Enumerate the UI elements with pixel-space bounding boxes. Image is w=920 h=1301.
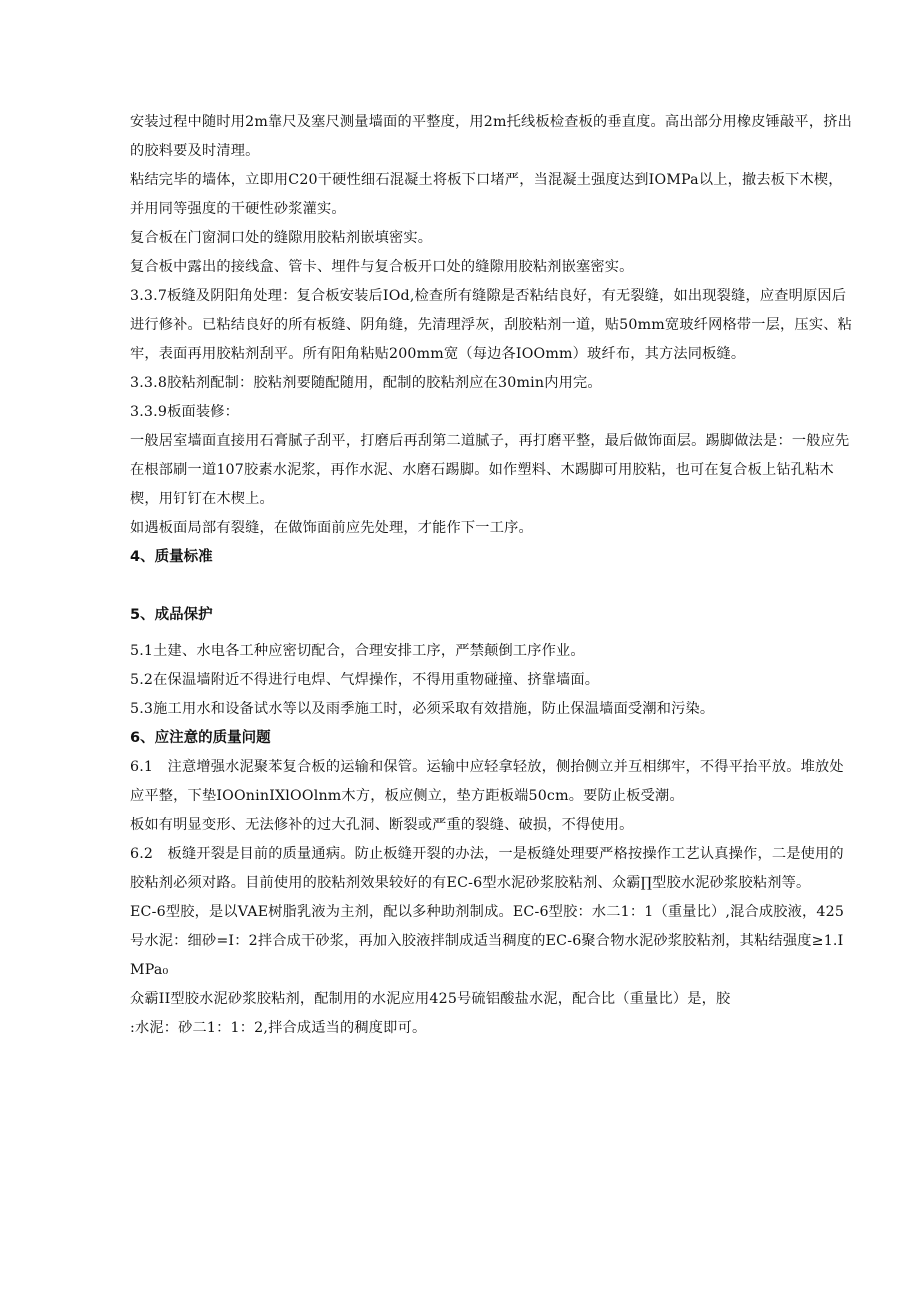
paragraph-3-3-8: 3.3.8胶粘剂配制：胶粘剂要随配随用，配制的胶粘剂应在30min内用完。 xyxy=(130,375,602,391)
paragraph-bonding-complete: 粘结完毕的墙体，立即用C20干硬性细石混凝土将板下口堵严，当混凝土强度达到IOMPa以上，撤去板下木楔，并用同等强度的干硬性砂浆灌实。 xyxy=(130,172,843,217)
paragraph-5-2: 5.2在保温墙附近不得进行电焊、气焊操作，不得用重物碰撞、挤靠墙面。 xyxy=(130,672,600,688)
paragraph-6-1: 6.1 注意增强水泥聚苯复合板的运输和保管。运输中应轻拿轻放，侧抬侧立并互相绑牢，不得平抬平放。堆放处应平整，下垫IOOninIXlOOlnm木方，板应侧立，垫方距板端50cm。要防止板受潮。 xyxy=(130,759,844,804)
paragraph-installation-check: 安装过程中随时用2m靠尺及塞尺测量墙面的平整度，用2m托线板检查板的垂直度。高出部分用橡皮锤敲平，挤出的胶料要及时清理。 xyxy=(130,114,852,159)
paragraph-6-2: 6.2 板缝开裂是目前的质量通病。防止板缝开裂的办法，一是板缝处理要严格按操作工艺认真操作，二是使用的胶粘剂必须对路。目前使用的胶粘剂效果较好的有EC-6型水泥砂浆胶粘剂、众霸∏型胶水泥砂浆胶粘剂等。 xyxy=(130,846,844,891)
paragraph-3-3-9: 3.3.9板面装修： xyxy=(130,404,240,420)
paragraph-ec6-glue: EC-6型胶，是以VAE树脂乳液为主剂，配以多种助剂制成。EC-6型胶：水二1：1（重量比）,混合成胶液，425号水泥：细砂=I：2拌合成干砂浆，再加入胶液拌制成适当稠度的EC-6聚合物水泥砂浆胶粘剂，其粘结强度≥1.IMPa₀ xyxy=(130,904,845,978)
paragraph-junction-box-gaps: 复合板中露出的接线盒、管卡、埋件与复合板开口处的缝隙用胶粘剂嵌塞密实。 xyxy=(130,259,634,275)
paragraph-crack-handling: 如遇板面局部有裂缝，在做饰面前应先处理，才能作下一工序。 xyxy=(130,520,533,536)
section-heading-5: 5、成品保护 xyxy=(130,607,213,623)
spacer xyxy=(130,572,852,601)
document-body xyxy=(130,108,852,1043)
spacer xyxy=(130,630,852,637)
paragraph-zhongba-glue: 众霸II型胶水泥砂浆胶粘剂，配制用的水泥应用425号硫铝酸盐水泥，配合比（重量比）是，胶 xyxy=(130,991,731,1007)
paragraph-5-3: 5.3施工用水和设备试水等以及雨季施工时，必须采取有效措施，防止保温墙面受潮和污染。 xyxy=(130,701,715,717)
paragraph-board-defects: 板如有明显变形、无法修补的过大孔洞、断裂或严重的裂缝、破损，不得使用。 xyxy=(130,817,634,833)
paragraph-3-3-7: 3.3.7板缝及阴阳角处理：复合板安装后IOd,检查所有缝隙是否粘结良好，有无裂缝，如出现裂缝，应查明原因后进行修补。已粘结良好的所有板缝、阴角缝，先清理浮灰，刮胶粘剂一道，贴50mm宽玻纤网格带一层，压实、粘牢，表面再用胶粘剂刮平。所有阳角粘贴200mm宽（每边各IOOmm）玻纤布，其方法同板缝。 xyxy=(130,288,852,362)
section-heading-4: 4、质量标准 xyxy=(130,549,213,565)
paragraph-mix-ratio: :水泥：砂二1：1：2,拌合成适当的稠度即可。 xyxy=(130,1020,427,1036)
paragraph-door-window-gaps: 复合板在门窗洞口处的缝隙用胶粘剂嵌填密实。 xyxy=(130,230,433,246)
paragraph-wall-finish: 一般居室墙面直接用石膏腻子刮平，打磨后再刮第二道腻子，再打磨平整，最后做饰面层。踢脚做法是：一般应先在根部刷一道107胶素水泥浆，再作水泥、水磨石踢脚。如作塑料、木踢脚可用胶粘，也可在复合板上钻孔粘木楔，用钉钉在木楔上。 xyxy=(130,433,850,507)
section-heading-6: 6、应注意的质量问题 xyxy=(130,730,271,746)
paragraph-5-1: 5.1土建、水电各工种应密切配合，合理安排工序，严禁颠倒工序作业。 xyxy=(130,643,585,659)
